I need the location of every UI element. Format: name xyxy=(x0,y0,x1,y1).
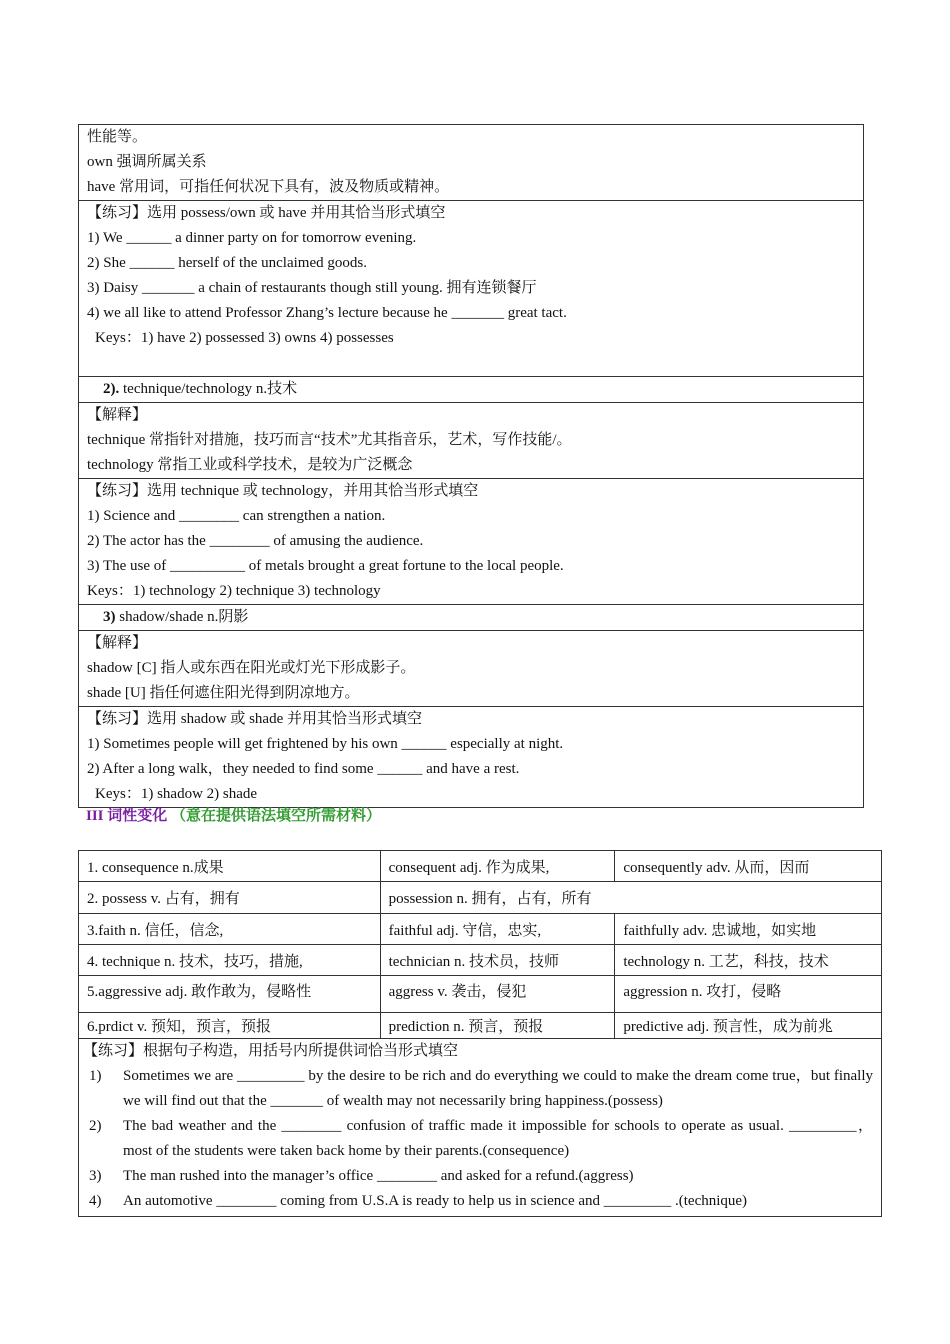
explain-shadow-section xyxy=(79,630,863,706)
practice-keys: Keys：1) technology 2) technique 3) technology xyxy=(87,583,381,599)
blank-space xyxy=(87,351,863,376)
explain-title: 【解释】 xyxy=(87,407,148,423)
question-number: 1) xyxy=(89,1068,102,1084)
practice-item: 1) We ______ a dinner party on for tomorrow evening. xyxy=(87,230,417,246)
table-cell: consequently adv. 从而，因而 xyxy=(614,851,881,881)
practice-item: 2) The actor has the ________ of amusing the audience. xyxy=(87,533,424,549)
practice-question xyxy=(83,1164,873,1189)
practice-possess-section xyxy=(79,200,863,376)
table-cell: consequent adj. 作为成果, xyxy=(380,851,615,881)
table-cell: 2. possess v. 占有，拥有 xyxy=(87,891,240,907)
table-cell: 5.aggressive adj. 敢作敢为，侵略性 xyxy=(87,984,312,1000)
section-heading-word-forms xyxy=(86,804,381,829)
intro-section xyxy=(79,125,863,200)
explain-line: shadow [C] 指人或东西在阳光或灯光下形成影子。 xyxy=(87,660,416,676)
word-text: technique/technology n.技术 xyxy=(119,381,298,397)
word-heading xyxy=(87,377,863,402)
practice-question xyxy=(83,1064,873,1114)
intro-line: own 强调所属关系 xyxy=(87,154,207,170)
practice-item: 2) She ______ herself of the unclaimed goods. xyxy=(87,255,367,271)
table-cell: possession n. 拥有，占有，所有 xyxy=(380,882,881,913)
explain-line: shade [U] 指任何遮住阳光得到阴凉地方。 xyxy=(87,685,360,701)
section-number: III xyxy=(86,808,104,824)
table-row xyxy=(79,913,881,944)
word-number: 2). xyxy=(103,381,120,397)
table-cell: prediction n. 预言，预报 xyxy=(380,1013,615,1038)
table-cell: technician n. 技术员，技师 xyxy=(380,945,615,975)
table-row xyxy=(79,851,881,881)
practice-keys: Keys：1) shadow 2) shade xyxy=(95,786,258,802)
table-row xyxy=(79,944,881,975)
practice-technique-section xyxy=(79,478,863,604)
table-cell: faithfully adv. 忠诚地，如实地 xyxy=(614,914,881,944)
word-forms-table xyxy=(78,850,882,1217)
explain-technique-section xyxy=(79,402,863,478)
explain-line: technology 常指工业或科学技术，是较为广泛概念 xyxy=(87,457,413,473)
word-heading xyxy=(87,605,863,630)
practice-item: 3) The use of __________ of metals brought a great fortune to the local people. xyxy=(87,558,564,574)
practice-question xyxy=(83,1189,873,1214)
question-text: The bad weather and the ________ confusion of traffic made it impossible for schools to operate as usual. _________，most of the students were taken back home by their parents.(consequence) xyxy=(123,1118,873,1159)
question-text: An automotive ________ coming from U.S.A is ready to help us in science and _________ .(technique) xyxy=(123,1193,748,1209)
vocabulary-notes-table xyxy=(78,124,864,808)
question-number: 2) xyxy=(89,1118,102,1134)
practice-item: 4) we all like to attend Professor Zhang’s lecture because he _______ great tact. xyxy=(87,305,567,321)
question-text: The man rushed into the manager’s office ________ and asked for a refund.(aggress) xyxy=(123,1168,634,1184)
practice-title: 【练习】根据句子构造，用括号内所提供词恰当形式填空 xyxy=(83,1043,459,1059)
practice-title: 【练习】选用 shadow 或 shade 并用其恰当形式填空 xyxy=(87,711,422,727)
practice-item: 1) Sometimes people will get frightened by his own ______ especially at night. xyxy=(87,736,564,752)
practice-item: 2) After a long walk，they needed to find some ______ and have a rest. xyxy=(87,761,520,777)
word-heading-technique xyxy=(79,376,863,402)
table-cell: technology n. 工艺，科技，技术 xyxy=(614,945,881,975)
practice-title: 【练习】选用 possess/own 或 have 并用其恰当形式填空 xyxy=(87,205,446,221)
table-cell: 3.faith n. 信任，信念, xyxy=(87,922,224,939)
practice-item: 3) Daisy _______ a chain of restaurants though still young. 拥有连锁餐厅 xyxy=(87,280,537,296)
explain-line: technique 常指针对措施，技巧而言“技术”尤其指音乐，艺术，写作技能/。 xyxy=(87,432,572,448)
practice-keys: Keys：1) have 2) possessed 3) owns 4) possesses xyxy=(95,330,394,346)
table-cell: aggress v. 袭击，侵犯 xyxy=(380,976,615,1012)
word-heading-shadow xyxy=(79,604,863,630)
question-text: Sometimes we are _________ by the desire to be rich and do everything we could to make the dream come true，but finally we will find out that the _______ of wealth may not necessarily bring happiness.(possess) xyxy=(123,1068,873,1109)
table-cell: predictive adj. 预言性，成为前兆 xyxy=(614,1013,881,1038)
section-title: 词性变化 xyxy=(103,808,168,824)
practice-item: 1) Science and ________ can strengthen a nation. xyxy=(87,508,386,524)
table-cell: 4. technique n. 技术，技巧，措施, xyxy=(87,953,303,970)
table-cell: 6.prdict v. 预知，预言，预报 xyxy=(87,1019,272,1035)
practice-title: 【练习】选用 technique 或 technology，并用其恰当形式填空 xyxy=(87,483,479,499)
table-row xyxy=(79,881,881,913)
practice-question xyxy=(83,1114,873,1164)
explain-title: 【解释】 xyxy=(87,635,148,651)
table-cell: aggression n. 攻打，侵略 xyxy=(614,976,881,1012)
table-cell: faithful adj. 守信，忠实, xyxy=(380,914,615,944)
table-row xyxy=(79,1012,881,1038)
word-number: 3) xyxy=(103,609,116,625)
intro-line: have 常用词，可指任何状况下具有，波及物质或精神。 xyxy=(87,179,450,195)
table-cell: 1. consequence n.成果 xyxy=(87,859,224,876)
word-text: shadow/shade n.阴影 xyxy=(115,609,249,625)
question-number: 4) xyxy=(89,1193,102,1209)
intro-line: 性能等。 xyxy=(87,129,148,145)
question-number: 3) xyxy=(89,1168,102,1184)
table-row xyxy=(79,975,881,1012)
practice-shadow-section xyxy=(79,706,863,807)
section-note: （意在提供语法填空所需材料） xyxy=(167,808,382,824)
word-forms-practice xyxy=(79,1038,881,1216)
